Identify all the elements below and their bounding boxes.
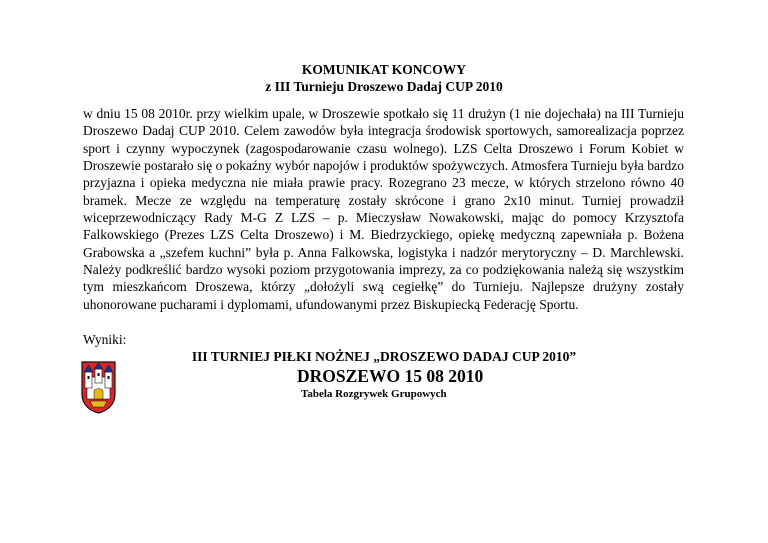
report-paragraph: w dniu 15 08 2010r. przy wielkim upale, w Droszewie spotkało się 11 drużyn (1 nie dojechała) na III Turnieju Droszewo Dadaj CUP 2010. Celem zawodów była integracja środowisk sportowych, samorealizacja poprzez sport i czynny wypoczynek (zagospodarowanie czasu wolnego). LZS Celta Droszewo i Forum Kobiet w Droszewie postarało się o pokaźny wybór napojów i produktów spożywczych. Atmosfera Turnieju była bardzo przyjazna i opieka medyczna nie miała prawie pracy. Rozegrano 23 mecze, w których strzelono równo 40 bramek. Mecze ze względu na temperaturę zostały skrócone i grano 2x10 minut. Turniej prowadził wiceprzewodniczący Rady M-G Z LZS – p. Mieczysław Nowakowski, mając do pomocy Krzysztofa Falkowskiego (Prezes LZS Celta Droszewo) i M. Biedrzyckiego, opiekę medyczną zapewniała p. Bożena Grabowska a „szefem kuchni” była p. Anna Falkowska, logistyka i nadzór merytoryczny – D. Marchlewski. Należy podkreślić bardzo wysoki poziom przygotowania imprezy, za co podziękowania należą się wszystkim tym mieszkańcom Droszewa, którzy „dołożyli swą cegiełkę” do Turnieju. Najlepsze drużyny zostały uhonorowane pucharami i dyplomami, ufundowanymi przez Biskupiecką Federację Sportu. [83, 106, 684, 312]
group-table-title: Tabela Rozgrywek Grupowych [301, 388, 447, 400]
results-label: Wyniki: [83, 332, 127, 347]
document-subtitle: z III Turnieju Droszewo Dadaj CUP 2010 [265, 79, 503, 94]
document-title: KOMUNIKAT KONCOWY [301, 62, 467, 77]
coat-of-arms-icon [80, 360, 117, 415]
tournament-date: DROSZEWO 15 08 2010 [297, 366, 484, 386]
tournament-title: III TURNIEJ PIŁKI NOŻNEJ „DROSZEWO DADAJ CUP 2010” [191, 349, 577, 364]
